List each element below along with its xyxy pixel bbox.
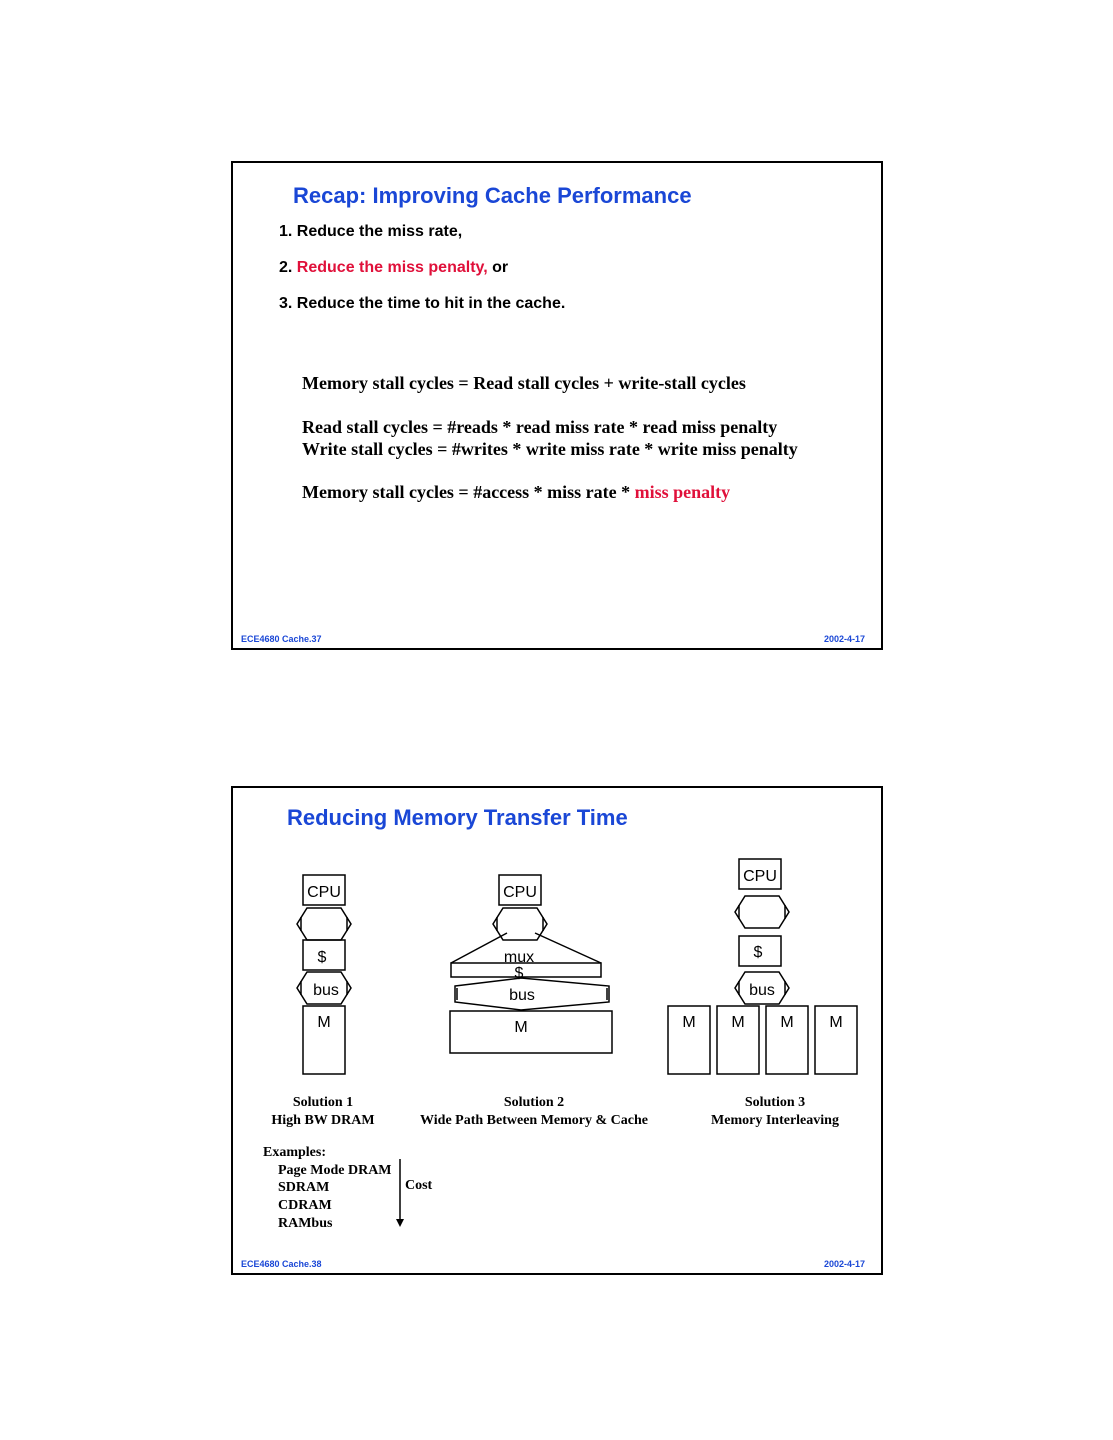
examples-heading: Examples: (263, 1145, 326, 1160)
solution-1-diagram (297, 875, 351, 1074)
equation-write-stall: Write stall cycles = #writes * write miss rate * write miss penalty (302, 439, 798, 459)
cpu-label: CPU (307, 884, 341, 901)
bus-label: bus (313, 982, 339, 999)
cpu-label: CPU (743, 868, 777, 885)
point-text: Reduce the time to hit in the cache. (296, 295, 566, 312)
solution-desc: High BW DRAM (271, 1113, 375, 1128)
solution-3-caption (685, 1094, 865, 1130)
memory-label: M (829, 1014, 843, 1031)
solution-desc: Wide Path Between Memory & Cache (420, 1113, 648, 1128)
solution-2-diagram (450, 875, 612, 1053)
point-number: 3. (279, 295, 293, 312)
example-item: CDRAM (278, 1198, 332, 1213)
point-2 (279, 259, 508, 277)
cache-label: $ (514, 965, 524, 982)
equation-read-stall: Read stall cycles = #reads * read miss rate * read miss penalty (302, 417, 778, 437)
memory-label: M (682, 1014, 696, 1031)
slide-title: Reducing Memory Transfer Time (287, 805, 628, 830)
slide-memory-transfer (231, 786, 883, 1275)
cpu-cache-bus (297, 908, 351, 940)
slide-recap (231, 161, 883, 650)
mux-left-edge (451, 933, 507, 963)
footer-course: ECE4680 Cache.38 (241, 1259, 322, 1269)
point-number: 2. (279, 259, 293, 276)
solution-name: Solution 1 (292, 1095, 354, 1110)
mux-label: mux (503, 949, 535, 966)
solution-2-caption (409, 1094, 659, 1130)
footer-date: 2002-4-17 (823, 1259, 865, 1269)
mux-right-edge (535, 933, 601, 963)
cpu-cache-bus (735, 896, 789, 928)
point-text: Reduce the miss rate, (296, 223, 463, 240)
example-item: RAMbus (278, 1216, 333, 1231)
memory-label: M (780, 1014, 794, 1031)
memory-label: M (317, 1014, 331, 1031)
memory-label: M (731, 1014, 745, 1031)
equation-highlight: miss penalty (634, 482, 731, 502)
solution-3-diagram (668, 859, 857, 1074)
example-item: SDRAM (278, 1180, 330, 1195)
bus-label: bus (749, 982, 775, 999)
equation-memory-stall-access (302, 482, 730, 503)
equation-memory-stall: Memory stall cycles = Read stall cycles + write-stall cycles (302, 373, 746, 393)
solution-desc: Memory Interleaving (711, 1113, 839, 1128)
solution-name: Solution 3 (744, 1095, 806, 1110)
point-highlight: Reduce the miss penalty, (296, 259, 488, 276)
slide-title: Recap: Improving Cache Performance (293, 183, 692, 208)
cost-arrow (396, 1159, 404, 1227)
solution-name: Solution 2 (503, 1095, 565, 1110)
point-1 (279, 223, 462, 241)
bus-label: bus (509, 987, 535, 1004)
cache-label: $ (753, 944, 763, 961)
equation-text: Memory stall cycles = #access * miss rate * (302, 482, 631, 502)
cache-label: $ (317, 949, 327, 966)
footer-course: ECE4680 Cache.37 (241, 634, 322, 644)
footer-date: 2002-4-17 (823, 634, 865, 644)
point-number: 1. (279, 223, 293, 240)
memory-label: M (514, 1019, 528, 1036)
wide-memory-box (450, 1011, 612, 1053)
point-3 (279, 295, 565, 313)
point-text: or (492, 259, 509, 276)
solution-1-caption (233, 1094, 413, 1130)
example-item: Page Mode DRAM (278, 1163, 392, 1178)
cost-label: Cost (405, 1178, 433, 1193)
cpu-label: CPU (503, 884, 537, 901)
